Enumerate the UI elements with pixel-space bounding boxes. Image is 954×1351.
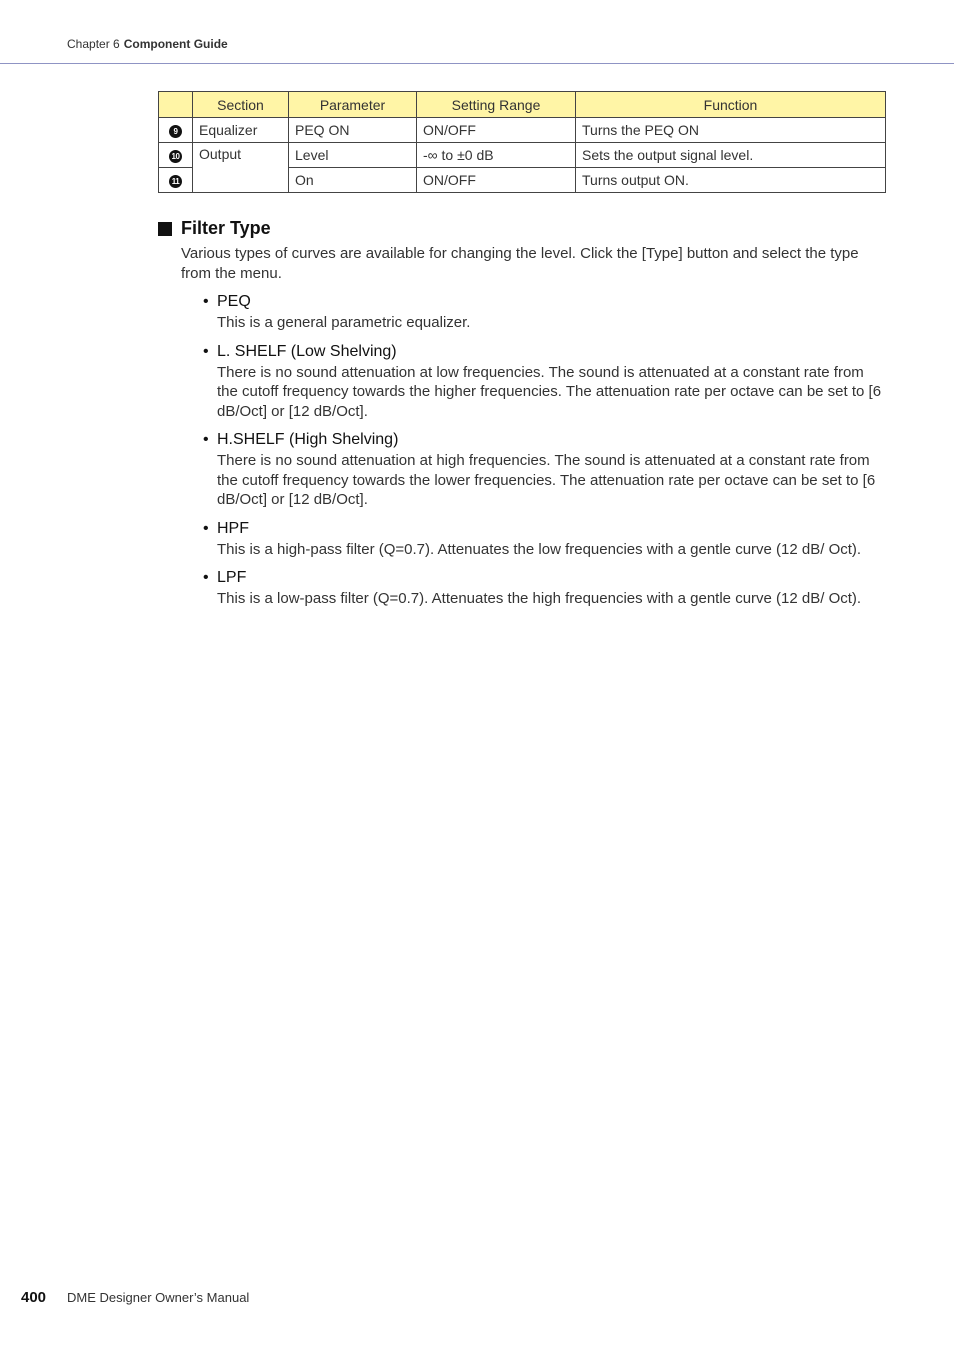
col-setting-range: Setting Range — [417, 92, 576, 118]
filter-type-list — [203, 292, 886, 618]
list-item — [203, 430, 886, 510]
table-header-row — [159, 92, 886, 118]
bullet-icon: • — [203, 342, 209, 360]
row-number-badge: 11 — [169, 175, 182, 188]
page-number: 400 — [21, 1289, 47, 1306]
parameter-table — [158, 91, 886, 193]
item-title: PEQ — [217, 293, 251, 310]
item-title: H.SHELF (High Shelving) — [217, 431, 399, 448]
bullet-icon: • — [203, 519, 209, 537]
list-item — [203, 292, 886, 333]
col-number — [159, 92, 193, 118]
item-description: This is a general parametric equalizer. — [217, 314, 471, 331]
section-intro: Various types of curves are available for changing the level. Click the [Type] button and select the type from the menu. — [181, 245, 859, 282]
table-row — [159, 118, 886, 143]
item-title: HPF — [217, 519, 249, 537]
col-function: Function — [576, 92, 886, 118]
bullet-icon: • — [203, 431, 209, 448]
cell-section: Output — [193, 143, 289, 193]
cell-range: ON/OFF — [417, 168, 576, 193]
cell-function: Sets the output signal level. — [576, 143, 886, 168]
cell-range: ON/OFF — [417, 118, 576, 143]
row-number-badge: 9 — [169, 125, 182, 138]
manual-title: DME Designer Owner’s Manual — [67, 1290, 250, 1305]
item-description: This is a high-pass filter (Q=0.7). Attenuates the low frequencies with a gentle curve (12 dB/ Oct). — [217, 540, 862, 558]
cell-function: Turns the PEQ ON — [576, 118, 886, 143]
list-item — [203, 568, 886, 609]
item-description: This is a low-pass filter (Q=0.7). Attenuates the high frequencies with a gentle curve (12 dB/ Oct). — [217, 590, 862, 607]
list-item — [203, 342, 886, 422]
chapter-title: Component Guide — [123, 37, 228, 51]
cell-range: -∞ to ±0 dB — [417, 143, 576, 168]
item-title: L. SHELF (Low Shelving) — [217, 342, 397, 360]
cell-parameter: PEQ ON — [289, 118, 417, 143]
col-parameter: Parameter — [289, 92, 417, 118]
square-bullet-icon — [158, 222, 172, 236]
header-rule — [0, 63, 954, 64]
cell-parameter: On — [289, 168, 417, 193]
cell-parameter: Level — [289, 143, 417, 168]
chapter-label: Chapter 6 — [67, 37, 120, 51]
cell-function: Turns output ON. — [576, 168, 886, 193]
cell-section: Equalizer — [193, 118, 289, 143]
table-row — [159, 143, 886, 168]
section-title: Filter Type — [181, 218, 271, 238]
running-header — [67, 37, 228, 51]
section-heading — [158, 218, 271, 239]
row-number-badge: 10 — [169, 150, 182, 163]
list-item — [203, 519, 886, 560]
bullet-icon: • — [203, 569, 209, 586]
item-description: There is no sound attenuation at high frequencies. The sound is attenuated at a constant rate from the cutoff frequency towards the lower frequencies. The attenuation rate per octave can be set to [6 dB/Oct] or [12 dB/Oct]. — [217, 452, 876, 508]
item-description: There is no sound attenuation at low frequencies. The sound is attenuated at a constant rate from the cutoff frequency towards the higher frequencies. The attenuation rate per octave can be set to [6 dB/Oct] or [12 dB/Oct]. — [217, 363, 882, 420]
col-section: Section — [193, 92, 289, 118]
item-title: LPF — [217, 569, 247, 586]
bullet-icon: • — [203, 293, 209, 310]
